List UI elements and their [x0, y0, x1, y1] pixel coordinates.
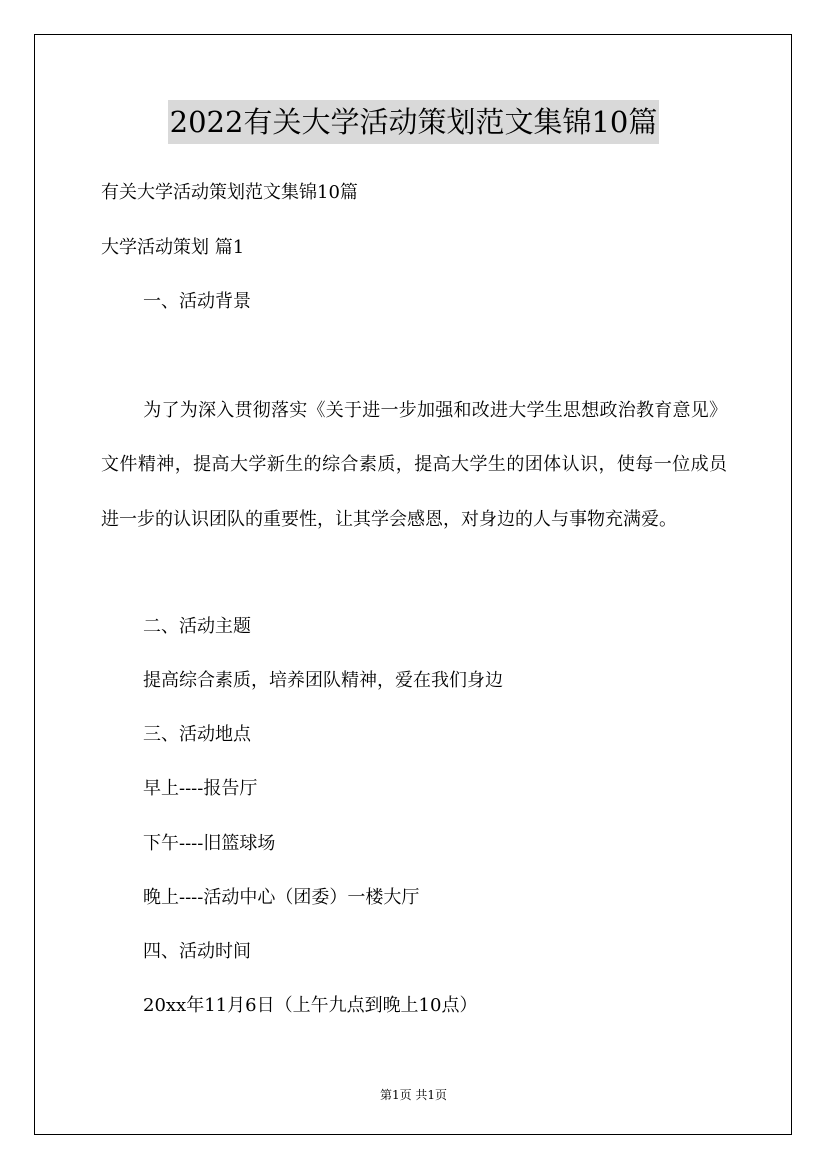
heading-background: 一、活动背景	[143, 291, 251, 312]
heading-time: 四、活动时间	[143, 941, 251, 962]
location-morning: 早上----报告厅	[143, 778, 258, 799]
location-afternoon: 下午----旧篮球场	[143, 833, 276, 854]
section-heading: 大学活动策划 篇1	[101, 237, 245, 258]
background-paragraph	[101, 384, 727, 547]
heading-location: 三、活动地点	[143, 724, 251, 745]
title-container	[0, 100, 827, 144]
theme-text: 提高综合素质，培养团队精神，爱在我们身边	[143, 670, 503, 691]
time-text: 20xx年11月6日（上午九点到晚上10点）	[143, 995, 478, 1016]
page-footer: 第1页 共1页	[379, 1088, 448, 1102]
subtitle: 有关大学活动策划范文集锦10篇	[101, 182, 358, 203]
heading-theme: 二、活动主题	[143, 616, 251, 637]
location-evening: 晚上----活动中心（团委）一楼大厅	[143, 887, 420, 908]
background-paragraph-text: 为了为深入贯彻落实《关于进一步加强和改进大学生思想政治教育意见》文件精神，提高大学新生的综合素质，提高大学生的团体认识，使每一位成员进一步的认识团队的重要性，让其学会感恩，对身边的人与事物充满爱。	[101, 400, 727, 530]
document-title: 2022有关大学活动策划范文集锦10篇	[168, 100, 660, 144]
